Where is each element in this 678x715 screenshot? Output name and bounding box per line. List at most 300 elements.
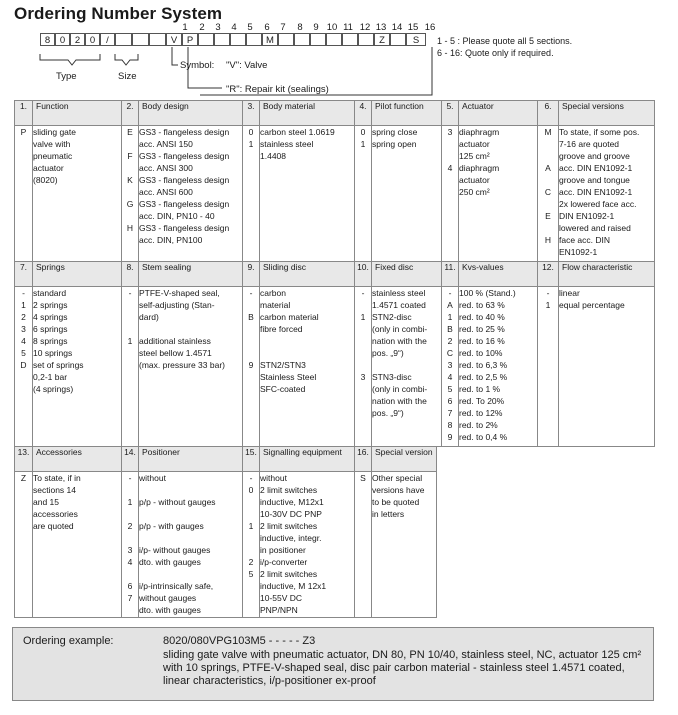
option-code: - [22, 288, 25, 298]
option-descriptions [260, 126, 355, 264]
option-description [260, 347, 354, 359]
position-number: 6 [264, 22, 270, 33]
option-code [538, 138, 558, 150]
section-number: 7. [15, 262, 33, 287]
option-code [243, 592, 259, 604]
option-description: actuator [33, 163, 64, 173]
option-description: (max. pressure 33 bar) [139, 360, 225, 370]
section-number: 8. [122, 262, 139, 287]
option-code [122, 484, 138, 496]
option-description: fibre forced [260, 324, 303, 334]
option-codes [355, 126, 372, 264]
option-description: in positioner [260, 545, 306, 555]
section-title: Fixed disc [372, 262, 442, 287]
option-code [243, 347, 259, 359]
option-code: B [447, 324, 453, 334]
option-code: C [544, 187, 552, 197]
option-code: H [126, 223, 134, 233]
option-description: to be quoted [372, 497, 420, 507]
option-code: 7 [127, 593, 133, 603]
option-description: pneumatic [33, 151, 73, 161]
ordering-example-label: Ordering example: [23, 635, 114, 647]
position-number: 16 [424, 22, 436, 33]
option-description: 6 springs [33, 324, 68, 334]
option-description: steel bellow 1.4571 [139, 348, 212, 358]
option-description [372, 359, 441, 371]
option-description: 10-30V DC PNP [260, 509, 322, 519]
option-codes [243, 287, 260, 447]
position-number: 13 [375, 22, 387, 33]
option-description: red. to 63 % [459, 300, 505, 310]
position-number: 5 [247, 22, 253, 33]
option-description: accessories [33, 509, 78, 519]
option-code: 8 [447, 420, 453, 430]
option-description: 2 limit switches [260, 521, 318, 531]
option-code: 1 [127, 336, 133, 346]
option-code [355, 347, 371, 359]
option-description: spring open [372, 139, 417, 149]
option-description: STN2/STN3 [260, 360, 306, 370]
option-code [15, 150, 32, 162]
option-description: To state, if some pos. [559, 127, 640, 137]
code-cell: P [182, 33, 198, 46]
option-description: lowered and raised [559, 223, 631, 233]
option-code: - [249, 473, 253, 483]
option-code [243, 544, 259, 556]
position-number: 1 [182, 22, 188, 33]
option-description: red. to 1 % [459, 384, 501, 394]
position-number: 14 [391, 22, 403, 33]
section-title: Kvs-values [459, 262, 538, 287]
option-code: 5 [21, 348, 26, 358]
option-code [355, 359, 371, 371]
option-code: 1 [360, 139, 366, 149]
option-code [243, 508, 259, 520]
section-title: Actuator [459, 101, 538, 126]
section-number: 14. [122, 447, 139, 472]
option-code: A [545, 163, 551, 173]
option-description [260, 335, 354, 347]
option-description: PNP/NPN [260, 605, 298, 615]
position-number: 10 [326, 22, 338, 33]
option-description: self-adjusting (Stan- [139, 300, 215, 310]
option-code: - [128, 473, 132, 483]
option-codes [538, 287, 559, 447]
option-description: dard) [139, 312, 159, 322]
option-description: acc. DIN, PN100 [139, 235, 203, 245]
section-title: Body design [139, 101, 243, 126]
option-code [243, 496, 259, 508]
option-descriptions [559, 126, 655, 264]
option-code: 3 [127, 545, 133, 555]
option-code: - [546, 288, 550, 298]
option-description [139, 532, 242, 544]
option-codes [243, 472, 260, 618]
option-code [122, 138, 138, 150]
option-description: red. to 40 % [459, 312, 505, 322]
option-description: To state, if in [33, 473, 81, 483]
option-code: 0 [360, 127, 366, 137]
option-code [243, 335, 259, 347]
section-number: 15. [243, 447, 260, 472]
option-description [139, 508, 242, 520]
type-label: Type [56, 71, 77, 82]
option-descriptions [372, 126, 442, 264]
symbol-label: Symbol: [180, 60, 215, 71]
option-code [442, 186, 458, 198]
option-descriptions [459, 287, 538, 447]
option-code: 2 [248, 557, 254, 567]
sections-table-2 [14, 261, 655, 447]
option-code [442, 138, 458, 150]
option-description: i/p-converter [260, 557, 308, 567]
option-description: 4 springs [33, 312, 68, 322]
option-code [355, 484, 371, 496]
option-description: valve with [33, 139, 71, 149]
option-description: GS3 - flangeless design [139, 127, 230, 137]
option-code: 0 [248, 485, 254, 495]
option-description: acc. DIN EN1092-1 [559, 187, 633, 197]
option-code: - [361, 288, 365, 298]
section-title: Sliding disc [260, 262, 355, 287]
option-descriptions [260, 287, 355, 447]
position-number: 8 [297, 22, 303, 33]
position-number: 4 [231, 22, 237, 33]
option-description: 2 limit switches [260, 485, 318, 495]
option-code: 1 [248, 139, 254, 149]
section-number: 4. [355, 101, 372, 126]
option-description: 10-55V DC [260, 593, 303, 603]
option-code [122, 234, 138, 246]
option-description: additional stainless [139, 336, 211, 346]
option-codes [122, 126, 139, 264]
option-description: acc. ANSI 300 [139, 163, 193, 173]
option-description: (4 springs) [33, 384, 74, 394]
option-description: 2 springs [33, 300, 68, 310]
option-code: 3 [447, 360, 453, 370]
option-code: 9 [248, 360, 254, 370]
ordering-example-code: 8020/080VPG103M5 - - - - - Z3 [163, 635, 316, 647]
option-description: actuator [459, 175, 490, 185]
option-code [355, 323, 371, 335]
option-description: sections 14 [33, 485, 76, 495]
option-code [355, 299, 371, 311]
option-codes [243, 126, 260, 264]
option-code [15, 496, 32, 508]
option-description: 10 springs [33, 348, 73, 358]
code-cell: 0 [85, 33, 100, 46]
option-description: equal percentage [559, 300, 625, 310]
option-codes [122, 287, 139, 447]
section-number: 1. [15, 101, 33, 126]
symbol-repair-label: "R": Repair kit (sealings) [226, 84, 329, 95]
section-number: 6. [538, 101, 559, 126]
option-code: 2 [127, 521, 133, 531]
option-codes [355, 287, 372, 447]
option-code: K [127, 175, 133, 185]
option-description: nation with the [372, 336, 427, 346]
option-descriptions [372, 472, 437, 618]
option-code [122, 323, 138, 335]
option-code [355, 383, 371, 395]
section-title: Function [33, 101, 122, 126]
option-code [122, 508, 138, 520]
option-code: G [126, 199, 134, 209]
option-code [355, 335, 371, 347]
option-description: spring close [372, 127, 418, 137]
option-code: A [447, 300, 453, 310]
sections-table-3 [14, 446, 437, 618]
option-code: - [128, 288, 132, 298]
option-description: 100 % (Stand.) [459, 288, 516, 298]
option-code: C [446, 348, 454, 358]
option-code: 1 [127, 497, 133, 507]
option-descriptions [139, 126, 243, 264]
option-code: B [248, 312, 254, 322]
option-codes [355, 472, 372, 618]
option-code: 3 [360, 372, 366, 382]
position-number: 3 [215, 22, 221, 33]
option-code [122, 568, 138, 580]
code-cell: V [166, 33, 182, 46]
option-description: (only in combi- [372, 384, 428, 394]
option-description: standard [33, 288, 67, 298]
option-code [538, 222, 558, 234]
option-codes [15, 287, 33, 447]
option-code [15, 162, 32, 174]
option-description: 2x lowered face acc. [559, 199, 637, 209]
option-description: Stainless Steel [260, 372, 317, 382]
option-description: actuator [459, 139, 490, 149]
option-descriptions [33, 472, 122, 618]
option-description [139, 484, 242, 496]
option-code: 4 [127, 557, 133, 567]
option-code: 3 [447, 127, 453, 137]
option-description: nation with the [372, 396, 427, 406]
option-description: red. to 12% [459, 408, 503, 418]
option-description: versions have [372, 485, 425, 495]
position-number: 7 [280, 22, 286, 33]
option-description [139, 323, 242, 335]
option-code [122, 604, 138, 616]
option-code [355, 496, 371, 508]
option-description: set of springs [33, 360, 84, 370]
code-cell: S [406, 33, 426, 46]
option-description: GS3 - flangeless design [139, 151, 230, 161]
option-description: sliding gate [33, 127, 77, 137]
section-title: Body material [260, 101, 355, 126]
option-description: pos. „9“) [372, 348, 404, 358]
code-cell: / [100, 33, 115, 46]
option-code: Z [20, 473, 27, 483]
option-descriptions [260, 472, 355, 618]
option-code [538, 150, 558, 162]
option-description: GS3 - flangeless design [139, 175, 230, 185]
section-number: 16. [355, 447, 372, 472]
option-code [243, 580, 259, 592]
option-code: 4 [447, 163, 453, 173]
option-description: carbon [260, 288, 286, 298]
option-code: D [20, 360, 27, 370]
section-number: 12. [538, 262, 559, 287]
section-number: 5. [442, 101, 459, 126]
option-code [243, 604, 259, 616]
option-description: red. to 2,5 % [459, 372, 508, 382]
option-code: H [544, 235, 552, 245]
option-description: Other special [372, 473, 423, 483]
option-descriptions [139, 472, 243, 618]
position-number: 12 [359, 22, 371, 33]
option-description: inductive, M12x1 [260, 497, 324, 507]
option-description: acc. ANSI 600 [139, 187, 193, 197]
option-description: (only in combi- [372, 324, 428, 334]
option-code [243, 383, 259, 395]
option-description: GS3 - flangeless design [139, 199, 230, 209]
option-descriptions [372, 287, 442, 447]
page-title: Ordering Number System [14, 4, 223, 23]
section-title: Springs [33, 262, 122, 287]
option-code [15, 371, 32, 383]
option-code: 4 [447, 372, 453, 382]
option-description: STN2-disc [372, 312, 412, 322]
option-code: 4 [21, 336, 26, 346]
option-code: 6 [127, 581, 133, 591]
option-codes [122, 472, 139, 618]
option-description: without gauges [139, 593, 197, 603]
option-code [355, 395, 371, 407]
option-description [139, 568, 242, 580]
option-description: 1.4571 coated [372, 300, 426, 310]
option-description: carbon steel 1.0619 [260, 127, 335, 137]
option-code [122, 210, 138, 222]
option-code [538, 174, 558, 186]
section-number: 3. [243, 101, 260, 126]
option-description: diaphragm [459, 163, 500, 173]
option-description: p/p - with gauges [139, 521, 204, 531]
option-code [122, 311, 138, 323]
section-title: Special version [372, 447, 437, 472]
option-description: i/p- without gauges [139, 545, 211, 555]
option-code [243, 323, 259, 335]
code-cell: 0 [55, 33, 70, 46]
option-code [15, 484, 32, 496]
option-description: red. to 16 % [459, 336, 505, 346]
option-description: without [260, 473, 287, 483]
option-description: red. to 10% [459, 348, 503, 358]
option-code [122, 359, 138, 371]
section-number: 2. [122, 101, 139, 126]
option-code: - [448, 288, 452, 298]
option-description: SFC-coated [260, 384, 306, 394]
option-description: carbon material [260, 312, 319, 322]
section-number: 13. [15, 447, 33, 472]
option-code [355, 508, 371, 520]
section-number: 10. [355, 262, 372, 287]
option-description: pos. „9“) [372, 408, 404, 418]
option-code [442, 174, 458, 186]
option-description: groove and tongue [559, 175, 630, 185]
option-description: DIN EN1092-1 [559, 211, 615, 221]
option-code: 7 [447, 408, 453, 418]
option-code [122, 347, 138, 359]
option-description: acc. DIN EN1092-1 [559, 163, 633, 173]
option-code: E [127, 127, 133, 137]
option-code: 6 [447, 396, 453, 406]
section-number: 9. [243, 262, 260, 287]
option-code: P [20, 127, 27, 137]
option-code: 5 [248, 569, 254, 579]
section-title: Flow characteristic [559, 262, 655, 287]
ordering-example-description: sliding gate valve with pneumatic actuator, DN 80, PN 10/40, stainless steel, NC, actuator 125 cm² with 10 springs, PTFE-V-shaped seal, disc pair carbon material - stainless steel 1.4571 coated, linear characteristics, i/p-positioner ex-proof [163, 649, 642, 687]
option-code: F [127, 151, 133, 161]
section-title: Stem sealing [139, 262, 243, 287]
option-code: 1 [21, 300, 26, 310]
option-description: p/p - without gauges [139, 497, 216, 507]
option-description: in letters [372, 509, 405, 519]
option-description: GS3 - flangeless design [139, 223, 230, 233]
position-number: 15 [407, 22, 419, 33]
option-description: i/p-intrinsically safe, [139, 581, 214, 591]
option-description: dto. with gauges [139, 605, 201, 615]
option-code [122, 299, 138, 311]
option-description: dto. with gauges [139, 557, 201, 567]
option-description: are quoted [33, 521, 74, 531]
option-description: PTFE-V-shaped seal, [139, 288, 220, 298]
code-cell: 8 [40, 33, 55, 46]
option-code [243, 150, 259, 162]
option-code [122, 162, 138, 174]
option-code: 2 [447, 336, 453, 346]
option-description: face acc. DIN [559, 235, 611, 245]
option-description: red. to 6,3 % [459, 360, 508, 370]
option-description: acc. ANSI 150 [139, 139, 193, 149]
option-code: 3 [21, 324, 26, 334]
option-description: acc. DIN, PN10 - 40 [139, 211, 215, 221]
option-code: 1 [545, 300, 551, 310]
section-title: Signalling equipment [260, 447, 355, 472]
section-title: Accessories [33, 447, 122, 472]
option-description: groove and groove [559, 151, 630, 161]
option-description: EN1092-1 [559, 247, 598, 257]
code-cell: 2 [70, 33, 85, 46]
option-code [538, 198, 558, 210]
option-code: S [360, 473, 366, 483]
symbol-valve-label: "V": Valve [226, 60, 268, 71]
section-title: Special versions [559, 101, 655, 126]
option-description: material [260, 300, 291, 310]
option-description: 125 cm² [459, 151, 490, 161]
option-code: 5 [447, 384, 453, 394]
option-description: 7-16 are quoted [559, 139, 620, 149]
option-description: inductive, integr. [260, 533, 322, 543]
size-label: Size [118, 71, 137, 82]
option-descriptions [33, 287, 122, 447]
option-description: 0,2-1 bar [33, 372, 68, 382]
sections-table-1 [14, 100, 655, 264]
option-code: 1 [248, 521, 254, 531]
option-descriptions [139, 287, 243, 447]
option-codes [442, 126, 459, 264]
option-code: 0 [248, 127, 254, 137]
option-descriptions [459, 126, 538, 264]
option-code: M [544, 127, 552, 137]
option-description: 8 springs [33, 336, 68, 346]
option-descriptions [559, 287, 655, 447]
option-code [15, 138, 32, 150]
option-codes [442, 287, 459, 447]
option-code: E [545, 211, 551, 221]
ordering-example-box [12, 627, 654, 701]
